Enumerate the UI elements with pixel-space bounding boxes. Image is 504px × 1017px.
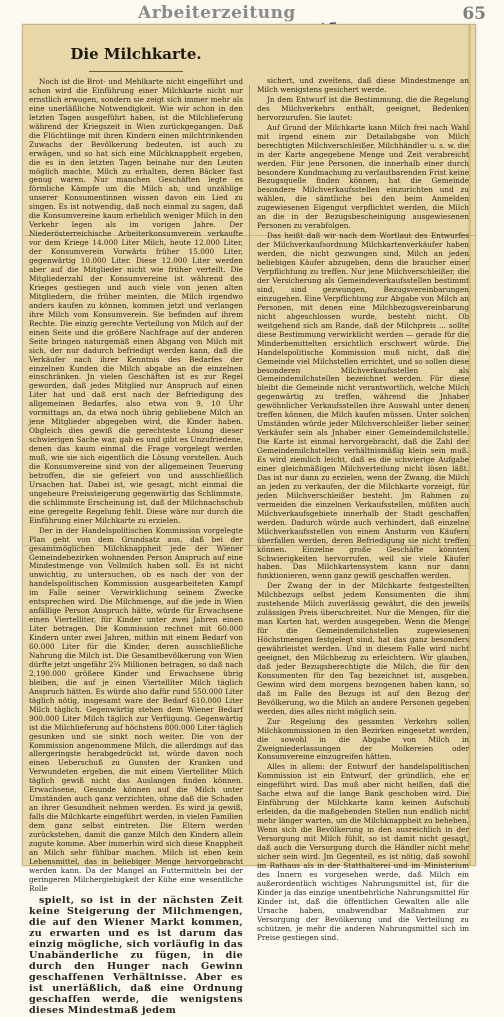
right-column bbox=[257, 77, 469, 944]
newspaper-clipping bbox=[22, 24, 476, 1016]
column-divider bbox=[249, 85, 250, 825]
paragraph: sichert, und zweitens, daß diese Mindestmenge an Milch wenigstens gesichert werde. bbox=[257, 76, 469, 94]
title-rule bbox=[89, 71, 183, 72]
paragraph: Noch ist die Brot- und Mehlkarte nicht eingeführt und schon wird die Einführung einer Milchkarte nicht nur ernstlich erwogen, sondern sie zeigt sich immer mehr als eine unerläßliche Notwendigkeit. Wie wir schon in den letzten Tagen ausgeführt haben, ist die Milchlieferung während der Kriegszeit in Wien zurückgegangen. Daß die Flüchtlinge mit ihren Kindern einen milchtrinkenden Zuwachs der Bevölkerung bedeuten, ist auch zu erwägen, und so hat sich eine Milchknappheit ergeben, die es in den letzten Tagen beinahe nur den Leuten möglich machte, Milch zu erhalten, deren Bäcker fast genug waren. Nur manchen Geschäften legte es förmliche Kämpfe um die Milch ab, und unzählige unserer Konsumentinnen wissen davon ein Lied zu singen. Es ist notwendig, daß noch einmal zu sagen, daß die Konsumvereine kaum erheblich weniger Milch in den Verkehr legen als im vorigen Jahre. Der Niederösterreichische Arbeiterkonsumverein verkaufte vor dem Kriege 14.000 Liter Milch, heute 12.000 Liter, der Konsumverein Vorwärts früher 15.000 Liter, gegenwärtig 10.000 Liter. Diese 12.000 Liter werden aber auf die Mitglieder nicht wie früher verteilt. Die Mitgliederzahl der Konsumvereine ist während des Krieges gestiegen und auch viele von jenen alten Mitgliedern, die früher meinten, die Milch irgendwo anders kaufen zu können, kommen jetzt und verlangen ihre Milch vom Konsumverein. Sie befinden auf ihrem Rechte. Die einzig gerechte Verteilung von Milch auf der einen Seite und die größere Nachfrage auf der anderen Seite bringen naturgemäß einen Abgang von Milch mit sich, der nur dadurch befriedigt werden kann, daß die Verkäufer nach ihrer Kenntnis des Bedarfes der einzelnen Kunden die Milch abgabe an die einzelnen einschränken. Jn vielen Geschäften ist es zur Regel geworden, daß jedes Mitglied nur Anspruch auf einen Liter hat und daß erst nach der Befriedigung des allgemeinen Bedarfes, also etwa von 9, 10 Uhr vormittags an, da etwa noch übrig gebliebene Milch an jene Mitglieder abgegeben wird, die Kinder haben. Obgleich dies gewiß die gerechteste Lösung dieser schwierigen Sache war, gab es und gibt es Unzufriedene, denen das kaum einmal die Frage vorgelegt werden muß, wie sie sich eigentlich die Lösung vorstellen. Auch die Konsumvereine sind von der allgemeinen Teuerung betroffen, die sie gefeiert von und ausschließlich Ursachen hat. Dabei ist, wie gesagt, nicht einmal die ungeheure Preissteigerung gegenwärtig das Schlimmste, die schlimmste Erscheinung ist, daß der Milchnachschub eine geregelte Regelung fehlt. Diese wäre nur durch die Einführung einer Milchkarte zu erzielen. bbox=[29, 77, 243, 525]
article-title: Die Milchkarte. bbox=[70, 45, 202, 63]
left-column bbox=[29, 33, 243, 1017]
page-number: 65 bbox=[462, 4, 486, 24]
paragraph-emphasis: spielt, so ist in der nächsten Zeit keine Steigerung der Milchmengen, die auf den Wiener Markt kommen, zu erwarten und es ist darum das einzig mögliche, sich vorläufig in das Unabänderliche zu fügen, in die durch den Hunger nach Gewinn geschaffenen Verhältnisse. Aber es ist unerläßlich, daß eine Ordnung geschaffen werde, die wenigstens dieses Mindestmaß jedem bbox=[29, 894, 243, 1016]
paragraph: Das heißt daß wir nach dem Wortlaut des Entwurfes der Milchverkaufsordnung Milchkartenverkäufer haben werden, die nicht gezwungen sind, Milch an jeden beliebigen Käufer abzugeben, denn die braucher einer Verpflichtung zu treffen. Nur jene Milchverschleißer, die der Versicherung als Gemeindeverkaufsstellen bestimmt sind, sind gezwungen, Bezugsvereinbarungen einzugehen. Eine Verpflichtung zur Abgabe von Milch an Personen, mit denen eine Milchbezugsvereinbarung nicht abgeschlossen wurde, besteht nicht. Ob weitgehend sich am Rande, daß der Milchpreis ... sollte diese Bestimmung verwirklicht werden — gerade für die Minderbemittelten ersichtlich erschwert würde. Die Handelspolitische Kommission muß nicht, daß die Gemeinde viel Milchstellen errichtet, und so sollen diese besonderen Milchverkaufsstellen als Gemeindemilchstellen bezeichnet werden. Für diese bleibt die Gemeinde nicht verantwortlich, welche Milch gegenwärtig zu treffen, während die Jnhaber gewöhnlicher Verkaufsstellen ihre Auswahl unter denen treffen können, die Milch kaufen müssen. Unter solchen Umständen würde jeder Milchverschleißer lieber seiner Verkäufer sein als Jnhaber einer Gemeindemilchstelle. Die Karte ist einmal hervorgebracht, daß die Zahl der Gemeindemilchstellen verhältnismäßig klein sein muß. Es wird ziemlich leicht, daß es die schwierige Aufgabe einer gleichmäßigen Milchverteilung nicht lösen läßt. Das ist nur dann zu erzielen, wenn der Zwang, die Milch an jeden zu verkaufen, der die Milchkarte vorzeigt, für jeden Milchverschleißer besteht. Jm Rahmen zu vermeiden die einzelnen Verkaufsstellen, müßten auch Milchverkaufsgebiete innerhalb der Stadt geschaffen werden. Dadurch würde auch verhindert, daß einzelne Milchverkaufsstellen von einem Ansturm von Käufern überfallen werden, deren Befriedigung sie nicht treffen können. Einzelne große Geschäfte könnten Schwierigkeiten hervorrufen, weil sie viele Käufer haben. Das Milchkartensystem kann nur dann funktionieren, wenn ganz gewiß geschaffen werden. bbox=[257, 231, 469, 581]
paragraph: Der in der Handelspolitischen Kommission vorgelegte Plan geht von dem Grundsatz aus, daß bei der gesamtmöglichen Milchknappheit jede der Wiener Gemeindebezirken wohnenden Person Anspruch auf eine Mindestmenge von Vollmilch haben soll. Es ist nicht unwichtig, zu untersuchen, ob es nach der von der handelspolitischen Kommission ausgearbeiteten Kampf im Falle seiner Verwirklichung seinem Zwecke entsprechen wird. Die Milchmenge, auf die jede in Wien anfällige Person Anspruch hätte, würde für Erwachsene einen Viertelliter, für Kinder unter zwei Jahren einen Liter betragen. Die Kommission rechnet mit 60.000 Kindern unter zwei Jahren, mithin mit einem Bedarf von 60.000 Liter für die Kinder, deren ausschließliche Nahrung die Milch ist. Die Gesamtbevölkerung von Wien dürfte jetzt ungefähr 2¼ Millionen betragen, so daß nach 2,190.000 größere Kinder und Erwachsene übrig bleiben, die auf je einen Viertelliter Milch täglich Anspruch hätten. Es würde also dafür rund 550.000 Liter täglich nötig, insgesamt ware der Bedarf 610.000 Liter Milch täglich. Gegenwärtig stehen dem Wiener Bedarf 900.000 Liter Milch täglich zur Verfügung. Gegenwärtig ist die Milchlieferung auf höchstens 800.000 Liter täglich gesunken und sie sinkt noch weiter. Die von der Kommission angenommene Milch, die allerdings auf das allergeringste herabgedrückt ist, würde davon noch einen Ueberschuß zu Gunsten der Kranken und Verwundeten ergeben, die mit einem Viertelliter Milch täglich gewiß nicht das Auslangen finden können. Erwachsene, Gesunde können auf die Milch unter Umständen auch ganz verzichten, ohne daß die Schaden an ihrer Gesundheit nehmen werden. Es wird ja gewiß, falls die Milchkarte eingeführt werden, in vielen Familien dem ganz selbst eintreten. Die Eltern werden zurückstehen, damit die ganze Milch den Kindern allein zugute komme. Aber immerhin wird sich diese Knappheit an Milch sehr fühlbar machen. Milch ist eben kein Lebensmittel, das in beliebiger Menge hervorgebracht werden kann. Da der Mangel an Futtermitteln bei der geringeren Milchergiebigkeit der Kühe eine wesentliche Rolle bbox=[29, 525, 243, 893]
paragraph: Jn dem Entwurf ist die Bestimmung, die die Regelung des Milchverkehrs enthält, geeignet, Bedenken hervorzurufen. Sie lautet: bbox=[257, 94, 469, 122]
paragraph: Auf Grund der Milchkarte kann Milch frei nach Wahl mit irgend einem zur Detailabgabe von Milch berechtigten Milchverschleißer, Milchhändler u. s. w. die in der Karte angegebene Menge und Zeit verabreicht werden. Für jene Personen, die innerhalb einer durch besondere Kundmachung zu verlautbarenden Frist keine Bezugsquelle finden können, hat die Gemeinde besondere Milchverkaufsstellen einzurichten und zu wählen, die sämtliche bei den beim Anmelden zugewiesenen Eigengut verpflichtet werden, die Milch an die in der Bezugsbescheinigung ausgewiesenen Personen zu verabfolgen. bbox=[257, 122, 469, 231]
masthead: Arbeiterzeitung bbox=[138, 3, 296, 23]
paragraph: Zur Regelung des gesamten Verkehrs sollen Milchkommissionen in den Bezirken eingesetzt werden, die sowohl in die Abgabe von Milch in Zweigniederlassungen der Molkereien oder Konsumvereine einzugreifen hätten. bbox=[257, 716, 469, 762]
paragraph: Der Zwang der in der Milchkarte festgestellten Milchbezugs selbst jedem Konsumenten die ihm zustehende Milch zuverlässig gewährt, die den jeweils zulässigen Preis überschreitet. Nur die Mengen, für die man Karten hat, werden ausgegeben. Wenn die Menge für die Gemeindemilchstellen zugewiesenen Höchstmengen festgelegt sind, hat das ganz besonders gewährleistet werden. Und in diesem Falle wird nicht geeignet, den Milchbezug zu erleichtern. Wir glauben, daß jeder Bezugsberechtigte die Milch, die für den Konsumenten für den Tag bezeichnet ist, ausgeben. Gewinn wird dem morgens bezogenen haben kann, so daß im Falle des Bezugs ist auf den Bezug der Bevölkerung, wo die Milch an andere Personen gegeben werden, dies alles nicht möglich sein. bbox=[257, 581, 469, 716]
paragraph: Alles in allem: der Entwurf der handelspolitischen Kommission ist ein Entwurf, der gründlich, ehe er eingeführt wird. Das muß aber nicht heißen, daß die Sache etwa auf die lange Bank geschoben wird. Die Einführung der Milchkarte kann keinen Aufschub erleiden, da die maßgebenden Stellen nun endlich nicht mehr länger warten, um die Milchknappheit zu beheben. Wenn sich die Bevölkerung in den ausreichlich in der Versorgung mit Milch fühlt, so ist damit nicht gesagt, daß auch die Versorgung durch die Händler nicht mehr sicher sein wird. Jm Gegenteil, es ist nötig, daß sowohl im Rathaus als in der Statthalterei und im Ministerium des Innern es vorgesehen werde, daß Milch ein außerordentlich wichtiges Nahrungsmittel ist, für die Kinder ja das einzige unentbehrliche Nahrungsmittel für Kinder ist, daß die öffentlichen Gewalten alle alle Ursache haben, unabwendbar Maßnahmen zur Versorgung der Bevölkerung und die Verteilung zu schützen, je mehr die anderen Nahrungsmittel sich im Preise gestiegen sind. bbox=[257, 762, 469, 942]
